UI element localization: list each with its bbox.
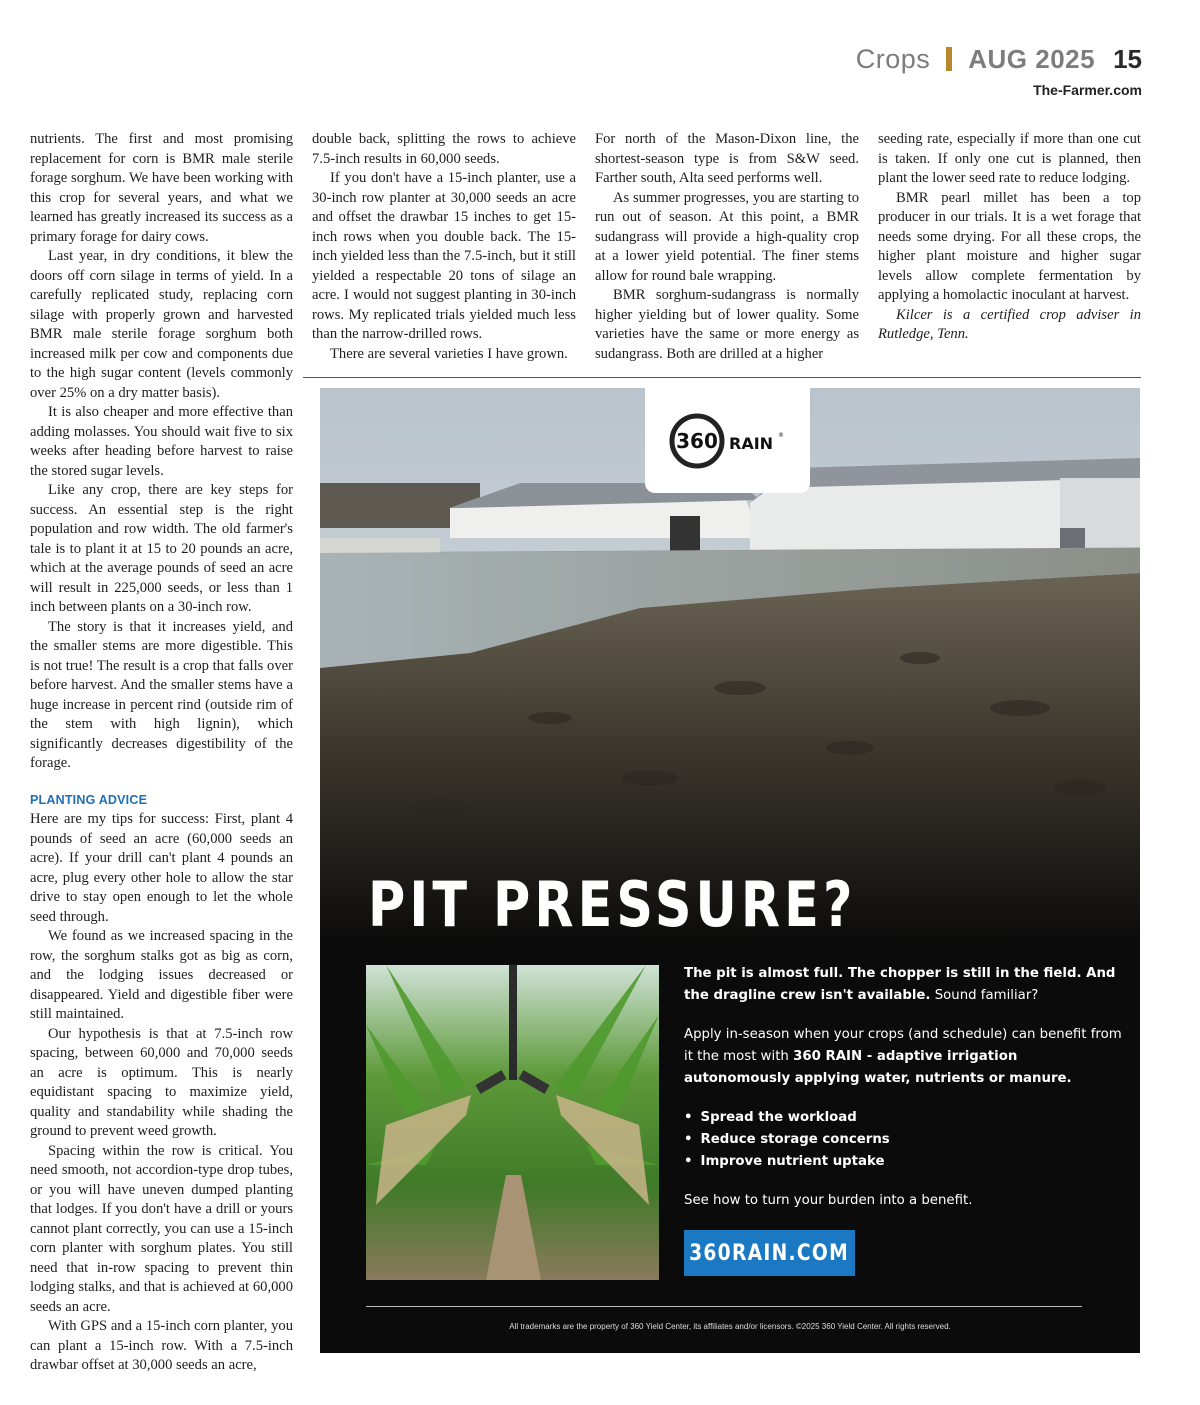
ad-copy [684, 963, 1124, 1229]
article-column-4 [878, 130, 1141, 345]
ad-intro-bold: The pit is almost full. The chopper is still in the field. And the dragline crew isn't available. [684, 966, 1116, 1003]
corn-irrigation-photo [366, 965, 659, 1280]
ad-intro [684, 963, 1124, 1007]
benefit-item: • Improve nutrient uptake [684, 1151, 1124, 1173]
ad-body [684, 1024, 1124, 1090]
article-column-2 [312, 130, 576, 364]
page-number: 15 [1113, 44, 1142, 74]
paragraph: Our hypothesis is that at 7.5-inch row spacing, between 60,000 and 70,000 seeds an acre is optimum. This is nearly equidistant spacing to maximize yield, quality and standability while shading the ground to prevent weed growth. [30, 1025, 293, 1139]
advertisement[interactable] [320, 388, 1140, 1353]
legal-disclaimer: All trademarks are the property of 360 Yield Center, its affiliates and/or licensors. ©2025 360 Yield Center. All rights reserved. [509, 1322, 951, 1331]
ad-divider [366, 1306, 1082, 1307]
paragraph: Spacing within the row is critical. You need smooth, not accordion-type drop tubes, or you will have uneven dumped planting that lodges. If you don't have a drill or yours cannot plant correctly, you can use a 15-inch corn planter with sorghum plates. You still need that in-row spacing to prevent thin lodging stalks, and that is achieved at 60,000 seeds an acre. [30, 1142, 293, 1315]
paragraph: Here are my tips for success: First, plant 4 pounds of seed an acre (60,000 seeds an acre). If your drill can't plant 4 pounds an acre, plug every other hole to allow the star drive to stay open enough to let the whole seed through. [30, 811, 293, 925]
benefit-item: • Reduce storage concerns [684, 1129, 1124, 1151]
paragraph: seeding rate, especially if more than one cut is taken. If only one cut is planned, then plant the lower seed rate to reduce lodging. [878, 131, 1141, 186]
subheading: PLANTING ADVICE [30, 792, 148, 807]
logo-number: 360 [675, 428, 718, 453]
paragraph: For north of the Mason-Dixon line, the shortest-season type is from S&W seed. Farther south, Alta seed performs well. [595, 131, 859, 186]
brand-logo [645, 388, 810, 493]
ad-body-plain: Apply in-season when your crops (and schedule) can benefit from it the most with [684, 1027, 1122, 1064]
author-byline: Kilcer is a certified crop adviser in Rutledge, Tenn. [878, 306, 1141, 342]
paragraph: We found as we increased spacing in the row, the sorghum stalks got as big as corn, and the lodging issues decreased or disappeared. Yield and digestible fiber were still maintained. [30, 928, 293, 1022]
ad-body-bold: 360 RAIN - adaptive irrigation autonomously applying water, nutrients or manure. [684, 1049, 1072, 1086]
paragraph: Last year, in dry conditions, it blew the doors off corn silage in terms of yield. In a carefully replicated study, replacing corn silage with properly grown and harvested BMR male sterile forage sorghum both increased milk per cow and components due to the high sugar content (levels commonly over 25% on a dry matter basis). [30, 248, 293, 401]
paragraph: If you don't have a 15-inch planter, use a 30-inch row planter at 30,000 seeds an acre and offset the drawbar 15 inches to get 15-inch rows when you double back. The 15-inch yielded less than the 7.5-inch, but it still yielded a respectable 20 tons of silage an acre. I would not suggest planting in 30-inch rows. My replicated trials yielded much less than the narrow-drilled rows. [312, 170, 576, 342]
ad-headline: PIT PRESSURE? [368, 868, 857, 941]
ad-top-rule [303, 377, 1141, 378]
page-header [856, 44, 1142, 75]
paragraph: Like any crop, there are key steps for success. An essential step is the right population and row width. The old farmer's tale is to plant it at 15 to 20 pounds an acre, which at the average pounds of seed an acre will result in 225,000 seeds, or less than 1 inch between plants on a 30-inch row. [30, 482, 293, 615]
cta-label: 360RAIN.COM [689, 1240, 850, 1266]
360-rain-logo-icon [667, 413, 789, 469]
paragraph: With GPS and a 15-inch corn planter, you can plant a 15-inch row. With a 7.5-inch drawbar offset at 30,000 seeds an acre, [30, 1318, 293, 1373]
header-divider [946, 47, 952, 71]
logo-word: RAIN [728, 433, 773, 453]
paragraph: As summer progresses, you are starting to run out of season. At this point, a BMR sudangrass will provide a high-quality crop at a lower yield potential. The finer stems allow for round bale wrapping. [595, 189, 859, 284]
paragraph: There are several varieties I have grown. [330, 345, 568, 362]
benefit-list [684, 1107, 1124, 1173]
ad-closing: See how to turn your burden into a benefit. [684, 1193, 973, 1208]
paragraph: BMR pearl millet has been a top producer in our trials. It is a wet forage that needs some drying. For all these crops, the higher plant moisture and higher sugar levels allow complete fermentation by applying a homolactic inoculant at harvest. [878, 189, 1141, 303]
paragraph: It is also cheaper and more effective than adding molasses. You should wait five to six weeks after heading before harvest to raise the stored sugar levels. [30, 404, 293, 479]
logo-trademark: ® [777, 431, 784, 439]
paragraph: BMR sorghum-sudangrass is normally higher yielding but of lower quality. Some varieties have the same or more energy as sudangrass. Both are drilled at a higher [595, 287, 859, 362]
paragraph: The story is that it increases yield, and the smaller stems are more digestible. This is not true! The result is a crop that falls over before harvest. And the smaller stems have a huge increase in percent rind (outside rim of the stem with high lignin), which significantly decreases digestibility of the forage. [30, 618, 293, 771]
section-name: Crops [855, 44, 931, 74]
website-cta-button[interactable] [684, 1230, 855, 1276]
issue-date: AUG 2025 [968, 44, 1096, 74]
paragraph: nutrients. The first and most promising replacement for corn is BMR male sterile forage sorghum. We have been working with this crop for several years, and what we learned has greatly increased its success as a primary forage for dairy cows. [30, 131, 293, 245]
website-link[interactable]: The-Farmer.com [1033, 82, 1142, 98]
benefit-item: • Spread the workload [684, 1107, 1124, 1129]
article-column-3 [595, 130, 859, 364]
ad-intro-plain: Sound familiar? [930, 988, 1039, 1003]
article-column-1 [30, 130, 293, 1376]
paragraph: double back, splitting the rows to achieve 7.5-inch results in 60,000 seeds. [312, 131, 576, 167]
